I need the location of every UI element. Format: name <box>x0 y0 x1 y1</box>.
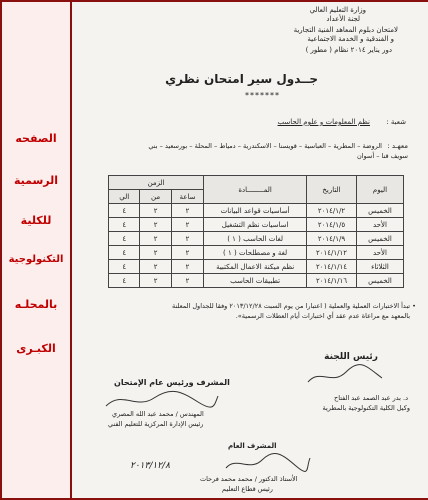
header-exam-line: لامتحان دبلوم المعاهد الفنية التجارية <box>293 26 398 34</box>
header-date: التاريخ <box>306 176 356 204</box>
document-title: جــدول سير امتحان نظري <box>165 72 318 86</box>
scanned-document <box>72 2 428 498</box>
handwritten-date: ٢٠١٣/١٢/٨ <box>130 461 170 471</box>
cell-to: ٤ <box>109 260 140 274</box>
supervisor-title: المشرف العام <box>228 442 277 450</box>
institutes-line-1: الروضة – المطرية – العباسية – قويسنا – الاسكندرية – دمياط – المحلة – بورسعيد – بني <box>148 142 382 150</box>
cell-from: ٢ <box>140 260 171 274</box>
header-committee: لجنة الأعداد <box>326 15 360 23</box>
cell-date: ٢٠١٤/١/١٤ <box>306 260 356 274</box>
cell-subject: أساسيات قواعد البيانات <box>204 204 307 218</box>
sidebar-line-5: بالمحلـه <box>14 298 58 311</box>
division-label: شعبة : <box>386 118 406 126</box>
title-stars: ******* <box>245 91 280 100</box>
header-ministry: وزارة التعليم العالي <box>309 6 366 14</box>
cell-day: الثلاثاء <box>356 260 403 274</box>
cell-from: ٢ <box>140 274 171 288</box>
sidebar-line-2: الرسمية <box>13 174 59 187</box>
note-line-2: بالمعهد مع مراعاة عدم عقد أي اختبارات أيام العطلات الرسمية». <box>235 312 410 320</box>
sidebar-line-1: الصفحه <box>15 132 57 145</box>
cell-date: ٢٠١٤/١/١٢ <box>306 246 356 260</box>
table-row <box>109 274 404 288</box>
cell-to: ٤ <box>109 246 140 260</box>
cell-from: ٢ <box>140 218 171 232</box>
cell-subject: تطبيقات الحاسب <box>204 274 307 288</box>
cell-from: ٢ <box>140 246 171 260</box>
supervisor-role: رئيس قطاع التعليم <box>222 485 273 493</box>
table-row <box>109 232 404 246</box>
header-from: من <box>140 190 171 204</box>
institutes-line-2: سويف قنا – أسوان <box>356 152 408 160</box>
header-duration: ساعة <box>171 190 204 204</box>
sidebar-line-6: الكبـرى <box>16 342 56 355</box>
cell-from: ٢ <box>140 232 171 246</box>
cell-subject: لغات الحاسب ( ١ ) <box>204 232 307 246</box>
signature-mark <box>102 388 222 412</box>
supervisor-name: الأستاذ الدكتور / محمد محمد فرحات <box>200 475 298 483</box>
cell-to: ٤ <box>109 218 140 232</box>
cell-duration: ٢ <box>171 274 204 288</box>
cell-date: ٢٠١٤/١/١٦ <box>306 274 356 288</box>
general-supervisor-title: المشرف ورئيس عام الإمتحان <box>114 378 230 387</box>
cell-to: ٤ <box>109 232 140 246</box>
cell-date: ٢٠١٤/١/٥ <box>306 218 356 232</box>
cell-duration: ٢ <box>171 218 204 232</box>
table-row <box>109 260 404 274</box>
signature-mark <box>302 362 392 388</box>
header-session-line: دور يناير ٢٠١٤ نظام ( مطور ) <box>305 46 392 54</box>
dean-name: د. بدر عبد الصمد عبد الفتاح <box>334 394 408 402</box>
cell-subject: لغة و مصطلحات ( ١ ) <box>204 246 307 260</box>
sidebar-line-4: التكنولوجية <box>8 254 64 265</box>
cell-day: الخميس <box>356 204 403 218</box>
cell-subject: اساسيات نظم التشغيل <box>204 218 307 232</box>
sidebar-line-3: للكلية <box>20 214 52 227</box>
header-hotel-line: و الفندقية و الخدمة الاجتماعية <box>307 35 394 43</box>
cell-day: الأحد <box>356 246 403 260</box>
table-row <box>109 246 404 260</box>
cell-date: ٢٠١٤/١/٢ <box>306 204 356 218</box>
sidebar <box>2 2 72 498</box>
committee-head-title: رئيس اللجنة <box>324 352 378 362</box>
header-to: الي <box>109 190 140 204</box>
general-supervisor-name: المهندس / محمد عبد الله المصري <box>112 410 204 418</box>
general-supervisor-role: رئيس الإدارة المركزية للتعليم الفني <box>108 420 204 428</box>
signature-mark <box>222 452 312 474</box>
header-day: اليوم <box>356 176 403 204</box>
dean-role: وكيل الكلية التكنولوجية بالمطرية <box>322 404 410 412</box>
cell-subject: نظم ميكنة الاعمال المكتبية <box>204 260 307 274</box>
cell-day: الخميس <box>356 232 403 246</box>
header-subject: المــــــــادة <box>204 176 307 204</box>
cell-day: الخميس <box>356 274 403 288</box>
note-line-1: • تبدأ الاختبارات العملية والعملية ( اعتبارا من يوم السبت ٢٠١٣/١٢/٢٨ وفقا للجداول المعلنة <box>171 302 416 310</box>
cell-day: الأحد <box>356 218 403 232</box>
exam-schedule-table <box>108 175 404 288</box>
cell-duration: ٢ <box>171 232 204 246</box>
cell-duration: ٢ <box>171 260 204 274</box>
table-row <box>109 204 404 218</box>
institutes-label: معهـد : <box>387 142 408 150</box>
cell-duration: ٢ <box>171 204 204 218</box>
table-row <box>109 218 404 232</box>
header-time: الزمن <box>109 176 204 190</box>
cell-to: ٤ <box>109 274 140 288</box>
cell-duration: ٢ <box>171 246 204 260</box>
division-value: نظم المعلومات و علوم الحاسب <box>277 118 370 126</box>
cell-to: ٤ <box>109 204 140 218</box>
cell-date: ٢٠١٤/١/٩ <box>306 232 356 246</box>
cell-from: ٢ <box>140 204 171 218</box>
